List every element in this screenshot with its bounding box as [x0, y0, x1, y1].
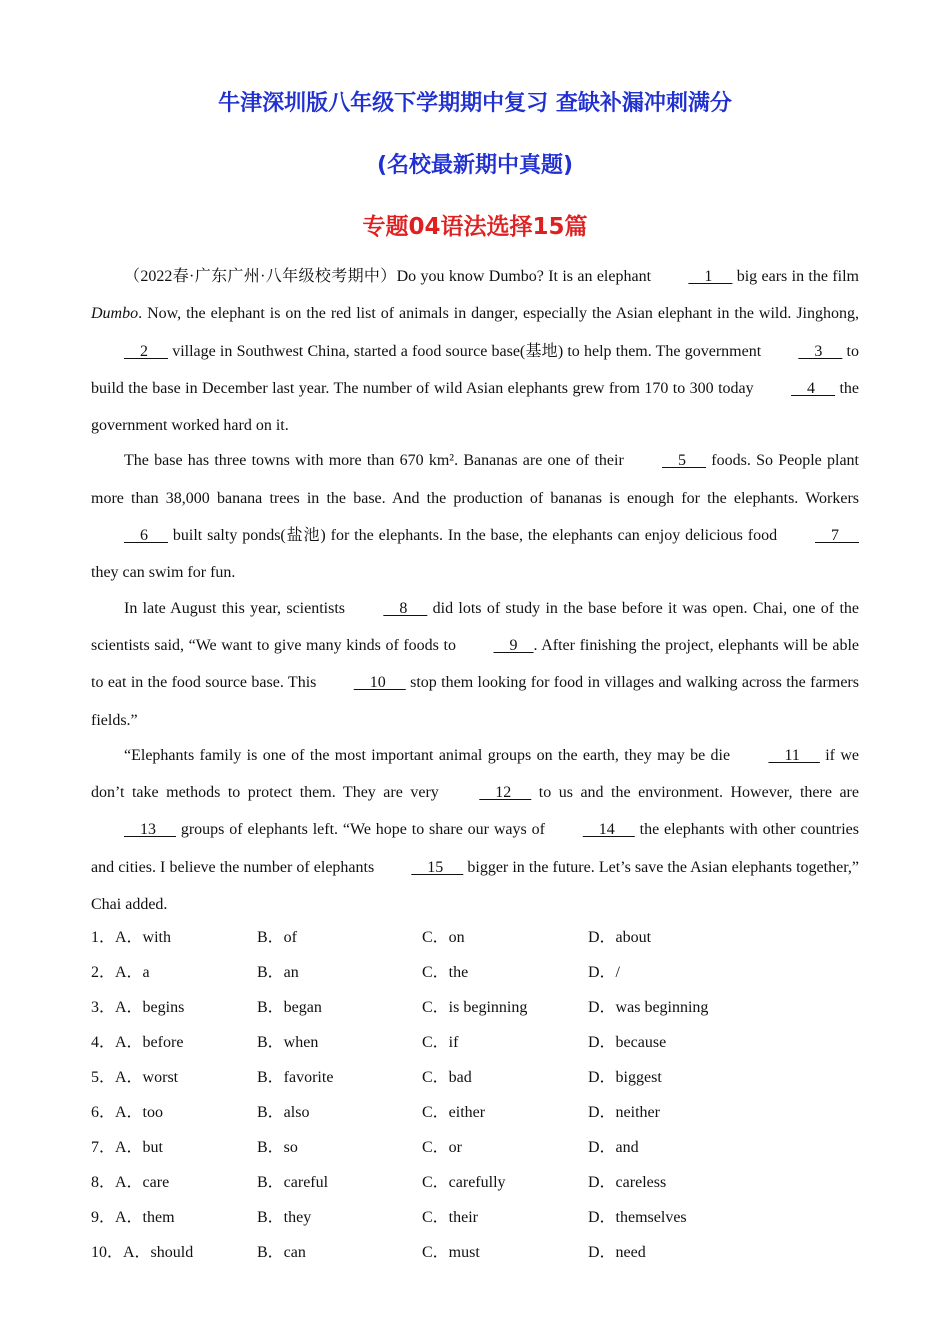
answer-options	[91, 920, 859, 1270]
option-b: B．they	[257, 1209, 312, 1226]
option-row	[91, 1130, 859, 1165]
option-c: C．or	[422, 1139, 463, 1156]
blank-6: 6	[124, 527, 168, 545]
document-title-sub: (名校最新期中真题)	[376, 153, 574, 178]
blank-3: 3	[798, 342, 843, 360]
option-row	[91, 955, 859, 990]
paragraph-2: The base has three towns with more than 670 km². Bananas are one of their 5 foods. So People plant more than 38,000 banana trees in the base. And the production of bananas is enough for the elephants. Workers 6 built salty ponds(盐池) for the elephants. In the base, the elephants can enjoy delicious food 7 they can swim for fun.	[91, 442, 859, 591]
option-d: D．because	[588, 1034, 667, 1051]
option-b: B．an	[257, 964, 299, 981]
option-c: C．if	[422, 1034, 459, 1051]
option-a: 6．A．too	[91, 1104, 164, 1121]
option-row	[91, 1165, 859, 1200]
option-row	[91, 1025, 859, 1060]
option-a: 3．A．begins	[91, 999, 185, 1016]
film-title: Dumbo	[91, 305, 139, 323]
option-d: D．careless	[588, 1174, 667, 1191]
option-b: B．began	[257, 999, 322, 1016]
option-a: 7．A．but	[91, 1139, 164, 1156]
reading-passage	[91, 258, 859, 921]
option-row	[91, 1095, 859, 1130]
option-row	[91, 1235, 859, 1270]
option-d: D．about	[588, 929, 652, 946]
option-c: C．the	[422, 964, 469, 981]
option-c: C．bad	[422, 1069, 472, 1086]
paragraph-1: （2022春·广东广州·八年级校考期中）Do you know Dumbo? It is an elephant 1 big ears in the film Dumbo. Now, the elephant is on the red list of animals in danger, especially the Asian elephant in the wild. Jinghong, 2 village in Southwest China, started a food source base(基地) to help them. The government 3 to build the base in December last year. The number of wild Asian elephants grew from 170 to 300 today 4 the government worked hard on it.	[91, 258, 859, 444]
option-d: D．was beginning	[588, 999, 709, 1016]
option-row	[91, 920, 859, 955]
option-a: 10．A．should	[91, 1244, 194, 1261]
option-row	[91, 1060, 859, 1095]
blank-9: 9	[493, 636, 534, 654]
option-b: B．also	[257, 1104, 310, 1121]
option-a: 8．A．care	[91, 1174, 170, 1191]
blank-7: 7	[815, 527, 859, 545]
option-d: D．biggest	[588, 1069, 662, 1086]
blank-2: 2	[124, 342, 168, 360]
option-c: C．is beginning	[422, 999, 528, 1016]
blank-4: 4	[791, 379, 836, 397]
option-row	[91, 990, 859, 1025]
option-a: 5．A．worst	[91, 1069, 179, 1086]
option-d: D．and	[588, 1139, 639, 1156]
topic-heading: 专题04语法选择15篇	[362, 214, 588, 240]
blank-10: 10	[353, 674, 406, 692]
option-row	[91, 1200, 859, 1235]
option-c: C．must	[422, 1244, 480, 1261]
blank-5: 5	[662, 452, 707, 470]
option-a: 4．A．before	[91, 1034, 184, 1051]
option-a: 9．A．them	[91, 1209, 175, 1226]
blank-15: 15	[411, 858, 464, 876]
option-c: C．on	[422, 929, 465, 946]
blank-8: 8	[383, 599, 428, 617]
option-b: B．so	[257, 1139, 298, 1156]
option-d: D．need	[588, 1244, 646, 1261]
paragraph-4: “Elephants family is one of the most important animal groups on the earth, they may be die 11 if we don’t take methods to protect them. They are very 12 to us and the environment. However, there are 13 groups of elephants left. “We hope to share our ways of 14 the elephants with other countries and cities. I believe the number of elephants 15 bigger in the future. Let’s save the Asian elephants together,” Chai added.	[91, 737, 859, 923]
blank-1: 1	[688, 268, 733, 285]
blank-11: 11	[768, 746, 820, 764]
option-a: 2．A．a	[91, 964, 150, 981]
paragraph-3: In late August this year, scientists 8 did lots of study in the base before it was open. Chai, one of the scientists said, “We want to give many kinds of foods to 9 . After finishing the project, elephants will be able to eat in the food source base. This 10 stop them looking for food in villages and walking across the farmers fields.”	[91, 590, 859, 739]
option-d: D．/	[588, 964, 621, 981]
option-d: D．neither	[588, 1104, 660, 1121]
blank-13: 13	[124, 821, 176, 839]
option-b: B．careful	[257, 1174, 329, 1191]
option-a: 1．A．with	[91, 929, 172, 946]
option-c: C．either	[422, 1104, 486, 1121]
option-b: B．when	[257, 1034, 319, 1051]
option-b: B．favorite	[257, 1069, 334, 1086]
option-c: C．carefully	[422, 1174, 506, 1191]
option-b: B．can	[257, 1244, 306, 1261]
blank-14: 14	[582, 821, 635, 839]
option-d: D．themselves	[588, 1209, 687, 1226]
option-b: B．of	[257, 929, 298, 946]
option-c: C．their	[422, 1209, 478, 1226]
document-title: 牛津深圳版八年级下学期期中复习 查缺补漏冲刺满分	[218, 91, 732, 116]
blank-12: 12	[479, 784, 532, 802]
